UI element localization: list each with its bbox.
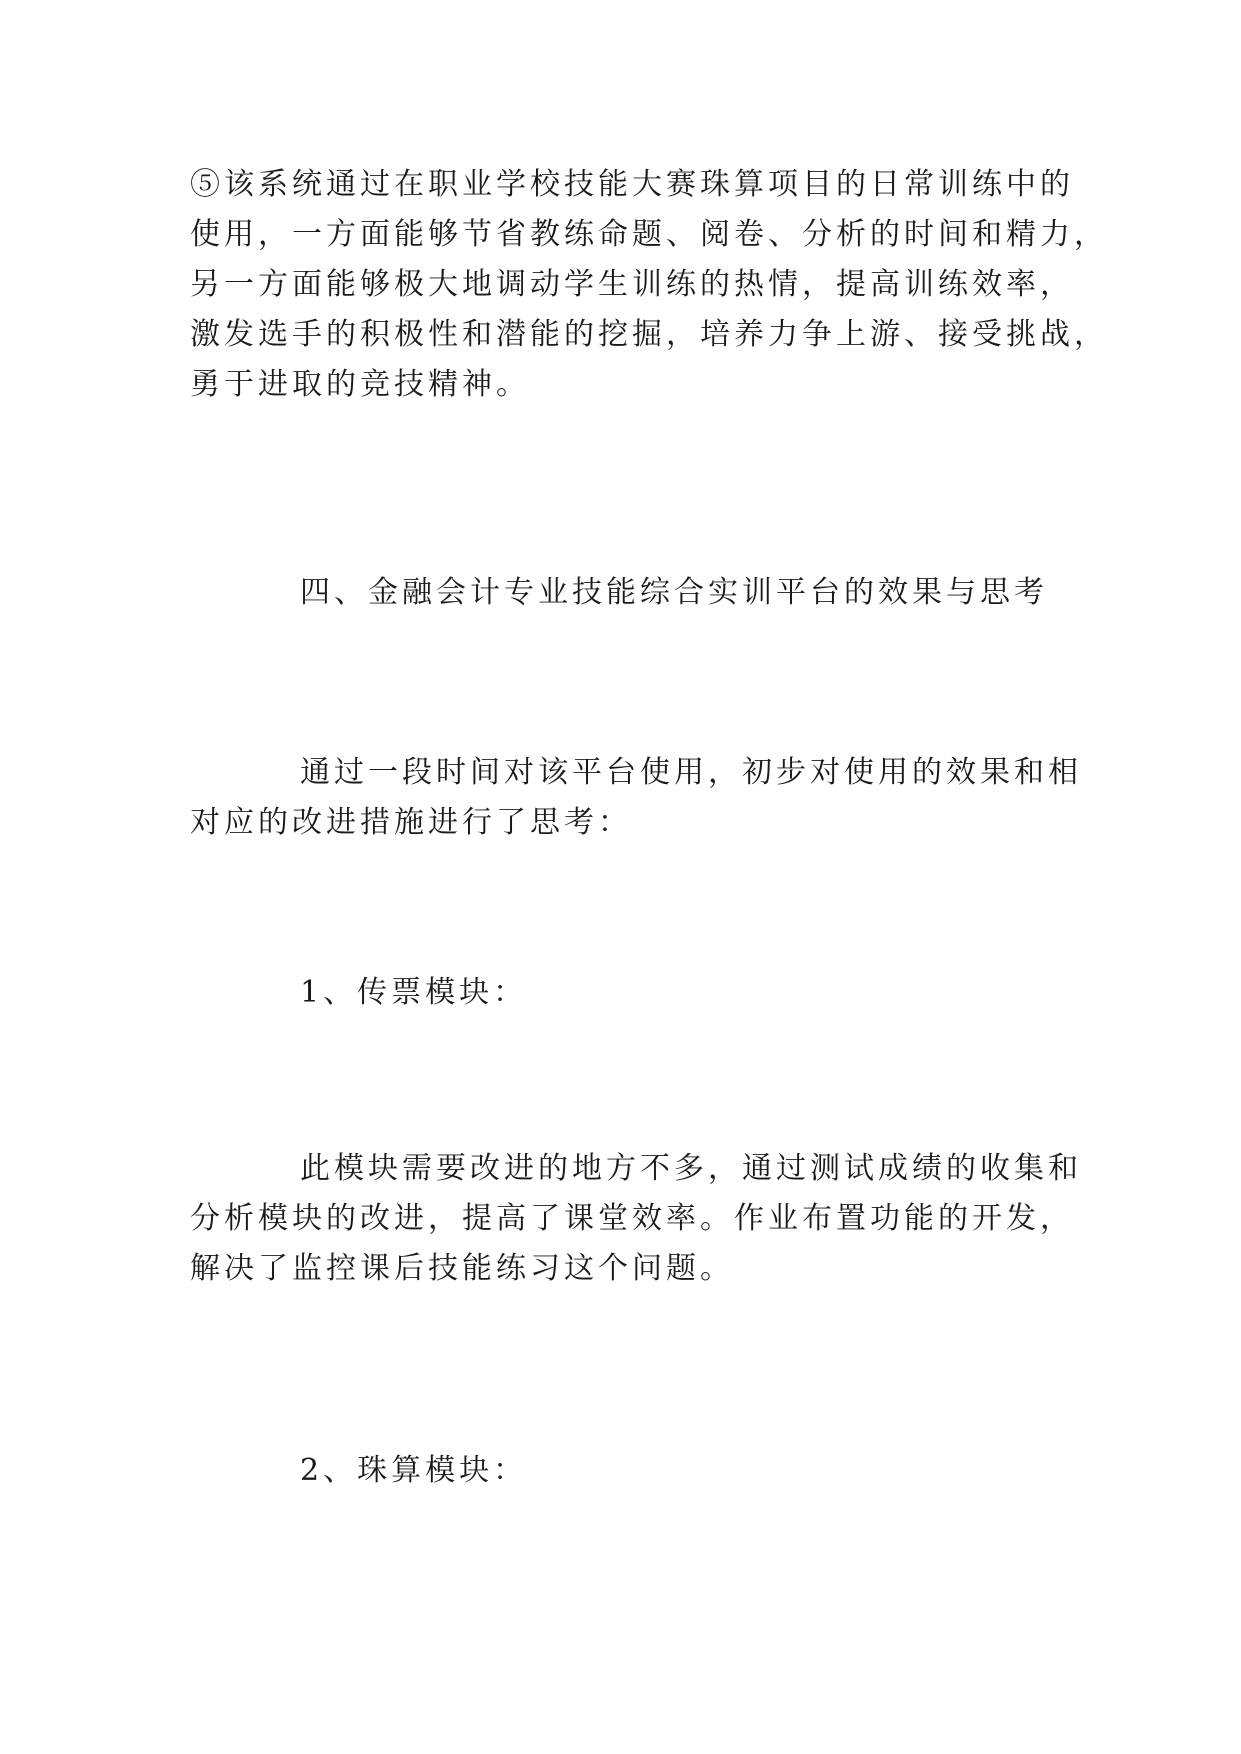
paragraph-line: 分析模块的改进，提高了课堂效率。作业布置功能的开发， [190,1201,1074,1236]
paragraph-line: 勇于进取的竞技精神。 [190,367,530,402]
paragraph-line: 解决了监控课后技能练习这个问题。 [190,1251,734,1286]
section-heading [300,568,1080,618]
paragraph-line: ⑤该系统通过在职业学校技能大赛珠算项目的日常训练中的 [190,167,1074,202]
paragraph-line: 使用，一方面能够节省教练命题、阅卷、分析的时间和精力， [190,217,1108,252]
paragraph-line: 激发选手的积极性和潜能的挖掘，培养力争上游、接受挑战， [190,317,1108,352]
subheading-module-2 [300,1446,1180,1496]
paragraph-line: 通过一段时间对该平台使用，初步对使用的效果和相 [300,755,1082,790]
paragraph-line: 对应的改进措施进行了思考： [190,805,632,840]
subheading-module-1 [300,968,1180,1018]
paragraph-intro [190,748,1082,848]
subheading-text: 2、珠算模块： [300,1453,528,1488]
paragraph-line: 此模块需要改进的地方不多，通过测试成绩的收集和 [300,1151,1082,1186]
section-heading-text: 四、金融会计专业技能综合实训平台的效果与思考 [300,575,1048,610]
paragraph-module-1 [190,1144,1082,1294]
paragraph-system-benefits [190,160,1108,410]
subheading-text: 1、传票模块： [300,975,528,1010]
paragraph-line: 另一方面能够极大地调动学生训练的热情，提高训练效率， [190,267,1074,302]
